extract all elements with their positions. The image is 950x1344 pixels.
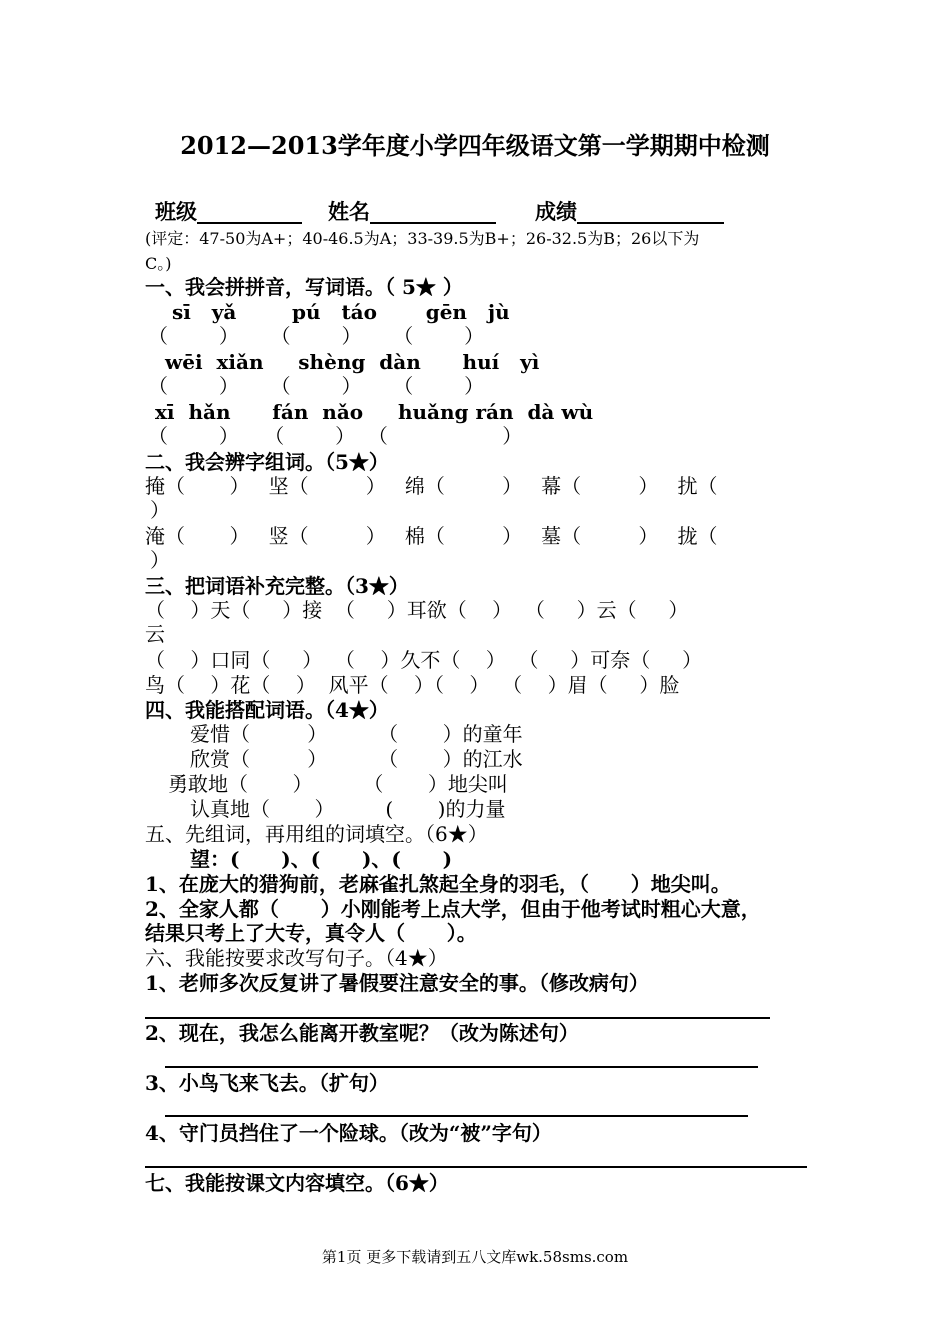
section-4-heading: 四、我能搭配词语。（4★） <box>145 698 389 722</box>
rewrite-question-3: 3、小鸟飞来飞去。（扩句） <box>145 1071 389 1095</box>
fill-question-1: 1、在庞大的猎狗前，老麻雀扎煞起全身的羽毛，（ ）地尖叫。 <box>145 872 731 896</box>
section-5-heading: 五、先组词，再用组的词填空。（6★） <box>145 822 488 846</box>
answer-line-4 <box>145 1166 807 1168</box>
char-group-row-1-end: ） <box>150 498 170 522</box>
answer-blanks-row-1: （ ） （ ） （ ） <box>148 324 485 348</box>
fill-question-2-line2: 结果只考上了大专，真令人（ ）。 <box>145 921 477 945</box>
idiom-row-3: 鸟（ ）花（ ） 风平（ ）（ ） （ ）眉（ ）脸 <box>145 673 680 697</box>
answer-blanks-row-2: （ ） （ ） （ ） <box>148 374 485 398</box>
answer-line-2 <box>165 1066 758 1068</box>
rewrite-question-4: 4、守门员挡住了一个险球。（改为“被”字句） <box>145 1121 552 1145</box>
section-1-heading: 一、我会拼拼音，写词语。（ 5★ ） <box>145 275 463 299</box>
rewrite-question-1: 1、老师多次反复讲了暑假要注意安全的事。（修改病句） <box>145 971 649 995</box>
rating-note-line2: C。) <box>145 254 172 273</box>
match-row-3: 勇敢地（ ） （ ）地尖叫 <box>168 772 508 796</box>
pinyin-row-2: wēi xiǎn shèng dàn huí yì <box>165 350 540 374</box>
idiom-row-1: （ ）天（ ）接 （ ）耳欲（ ） （ ）云（ ） <box>145 598 689 622</box>
match-row-2: 欣赏（ ） （ ）的江水 <box>190 747 523 771</box>
answer-line-1 <box>145 1017 770 1019</box>
section-2-heading: 二、我会辨字组词。（5★） <box>145 450 389 474</box>
word-group-row: 望：( )、( )、( ) <box>190 847 453 871</box>
section-6-heading: 六、我能按要求改写句子。（4★） <box>145 946 448 970</box>
rewrite-question-2: 2、现在，我怎么能离开教室呢？（改为陈述句） <box>145 1021 579 1045</box>
pinyin-row-1: sī yǎ pú táo gēn jù <box>172 300 510 324</box>
fill-question-2-line1: 2、全家人都（ ）小刚能考上点大学，但由于他考试时粗心大意， <box>145 897 761 921</box>
name-field-label: 姓名____________ <box>328 199 496 224</box>
page-title: 2012—2013学年度小学四年级语文第一学期期中检测 <box>180 131 770 160</box>
answer-blanks-row-3: （ ） （ ） （ ） <box>148 424 523 448</box>
char-group-row-2-end: ） <box>150 548 170 572</box>
page-footer: 第1页 更多下载请到五八文库wk.58sms.com <box>321 1248 629 1266</box>
char-group-row-1: 掩（ ） 坚（ ） 绵（ ） 幕（ ） 扰（ <box>145 474 718 498</box>
match-row-1: 爱惜（ ） （ ）的童年 <box>190 722 523 746</box>
section-7-heading: 七、我能按课文内容填空。（6★） <box>145 1171 449 1195</box>
char-group-row-2: 淹（ ） 竖（ ） 棉（ ） 墓（ ） 拢（ <box>145 524 718 548</box>
match-row-4: 认真地（ ） ( )的力量 <box>190 797 506 821</box>
idiom-row-2: （ ）口同（ ） （ ）久不（ ） （ ）可奈（ ） <box>145 648 703 672</box>
class-field-label: 班级__________ <box>155 199 302 224</box>
rating-note-line1: (评定：47-50为A+；40-46.5为A；33-39.5为B+；26-32.5为B；26以下为 <box>145 229 700 248</box>
section-3-heading: 三、把词语补充完整。（3★） <box>145 574 409 598</box>
answer-line-3 <box>165 1115 748 1117</box>
pinyin-row-3: xī hǎn fán nǎo huǎng rán dà wù <box>155 400 594 424</box>
score-field-label: 成绩______________ <box>535 199 724 224</box>
idiom-row-1-end: 云 <box>145 622 165 646</box>
